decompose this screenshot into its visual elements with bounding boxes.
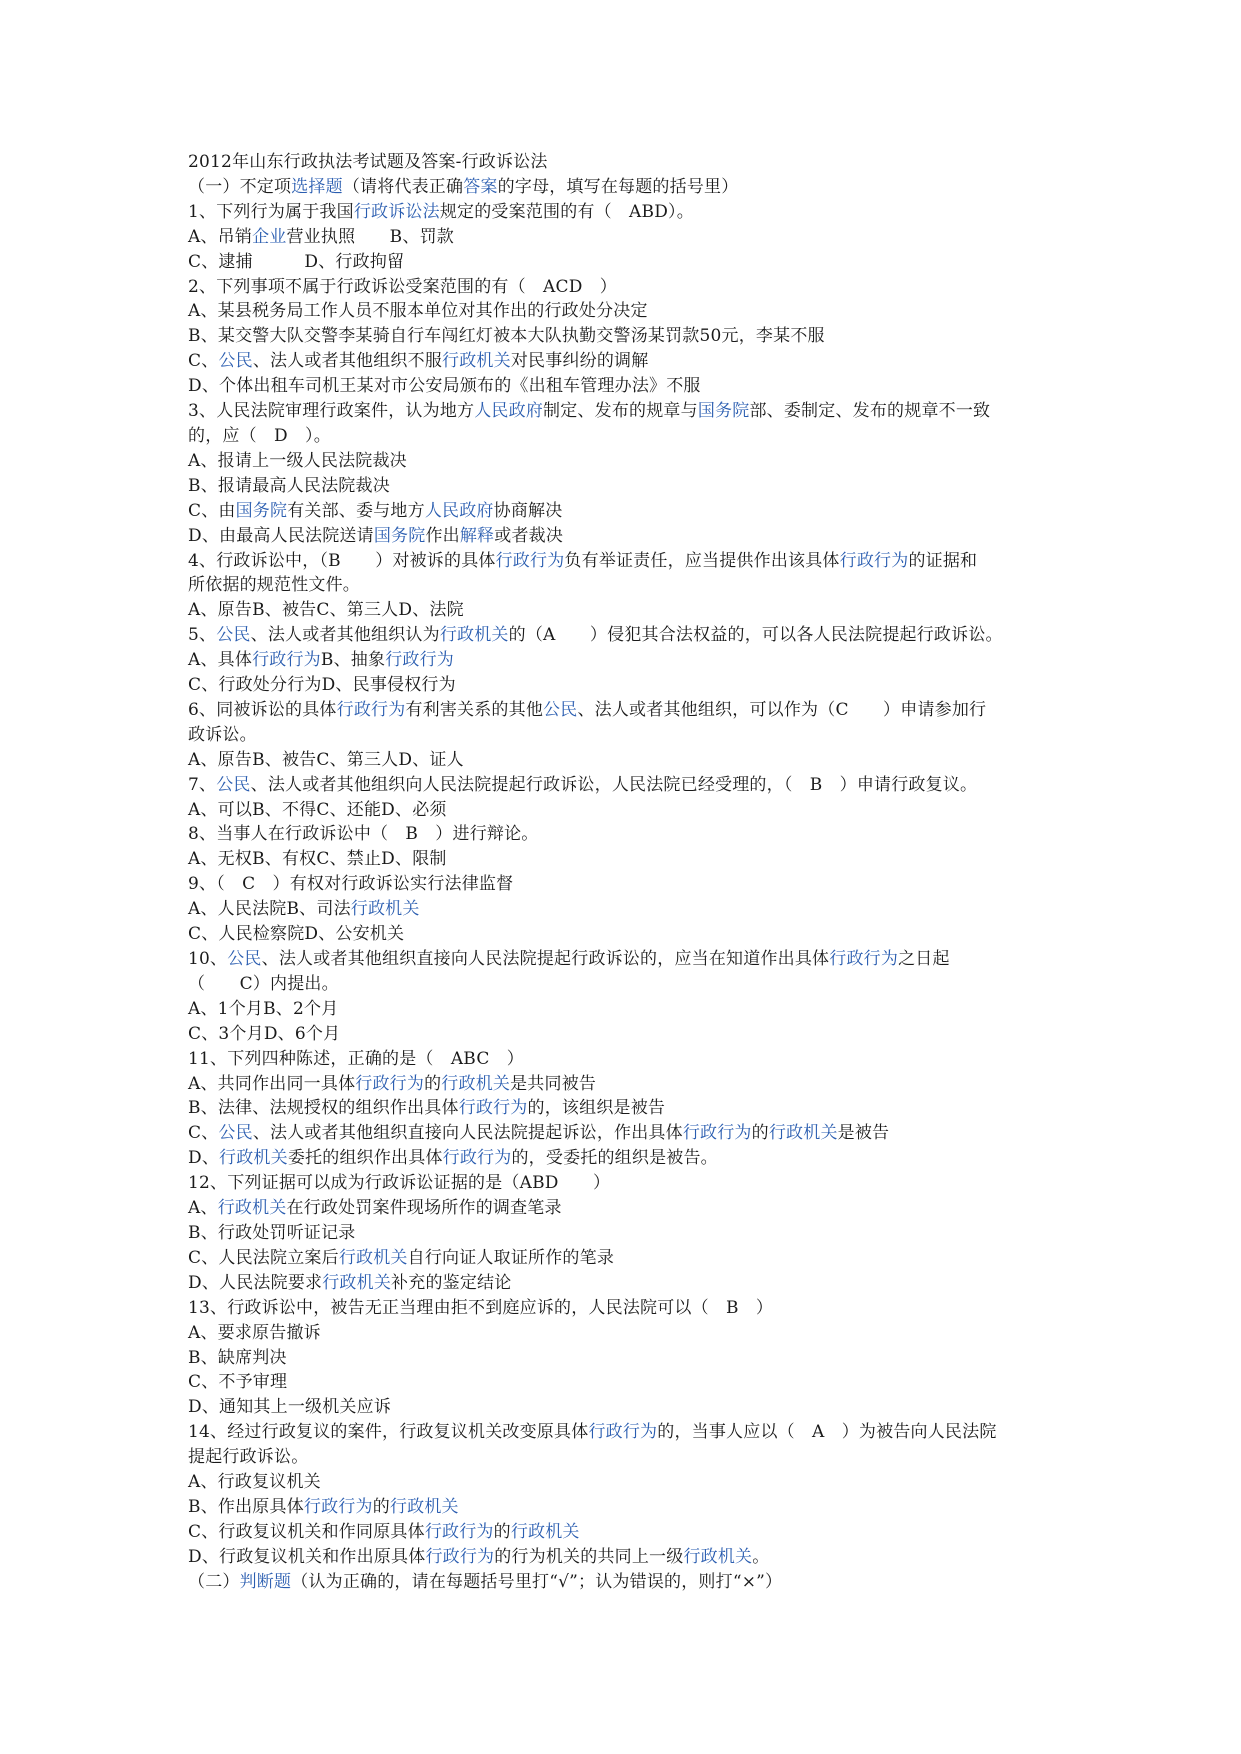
keyword-link[interactable]: 行政机关 — [338, 1247, 408, 1268]
text-run: D、 — [188, 1148, 220, 1169]
text-run: 4、行政诉讼中，（B ）对被诉的具体 — [188, 550, 496, 571]
text-line — [188, 1420, 1088, 1445]
text-line — [188, 773, 1088, 798]
text-line — [188, 673, 1088, 698]
text-run: A、共同作出同一具体 — [188, 1073, 356, 1094]
text-line — [188, 972, 1088, 997]
text-line — [188, 1570, 1088, 1595]
text-run: 自行向证人取证所作的笔录 — [407, 1247, 615, 1268]
text-run: （请将代表正确 — [342, 176, 464, 197]
keyword-link[interactable]: 行政行为 — [458, 1098, 528, 1119]
text-run: A、行政复议机关 — [188, 1472, 321, 1493]
text-run: 是共同被告 — [510, 1073, 597, 1094]
text-run: A、无权B、有权C、禁止D、限制 — [188, 849, 447, 870]
text-line — [188, 225, 1088, 250]
text-line — [188, 1146, 1088, 1171]
text-run: 、法人或者其他组织向人民法院提起行政诉讼，人民法院已经受理的，（ B ）申请行政复议。 — [250, 774, 978, 795]
text-line — [188, 549, 1088, 574]
text-run: 7、 — [188, 774, 217, 795]
text-line — [188, 1321, 1088, 1346]
keyword-link[interactable]: 行政行为 — [839, 550, 909, 571]
keyword-link[interactable]: 行政行为 — [588, 1422, 658, 1443]
text-run: 补充的鉴定结论 — [391, 1272, 512, 1293]
keyword-link[interactable]: 行政机关 — [683, 1546, 753, 1567]
text-run: （ C）内提出。 — [188, 973, 339, 994]
text-run: C、 — [188, 1123, 219, 1144]
keyword-link[interactable]: 答案 — [463, 176, 498, 197]
text-line — [188, 1445, 1088, 1470]
text-run: 5、 — [188, 625, 217, 646]
keyword-link[interactable]: 公民 — [216, 774, 251, 795]
keyword-link[interactable]: 公民 — [227, 949, 262, 969]
text-line — [188, 424, 1088, 449]
text-run: A、1个月B、2个月 — [188, 998, 339, 1019]
text-line — [188, 698, 1088, 723]
text-run: 9、（ C ）有权对行政诉讼实行法律监督 — [188, 874, 514, 895]
text-line — [188, 1221, 1088, 1246]
text-run: A、具体 — [188, 650, 253, 671]
text-line — [188, 250, 1088, 275]
text-run: D、由最高人民法院送请 — [188, 525, 374, 546]
text-line — [188, 524, 1088, 549]
text-run: （一）不定项 — [188, 176, 292, 197]
text-line — [188, 623, 1088, 648]
text-run: 的字母，填写在每题的括号里） — [497, 176, 739, 197]
text-line — [188, 1495, 1088, 1520]
text-line — [188, 997, 1088, 1022]
keyword-link[interactable]: 行政行为 — [385, 650, 454, 671]
text-run: B、抽象 — [320, 650, 386, 671]
text-run: 2012年山东行政执法考试题及答案-行政诉讼法 — [188, 152, 548, 172]
text-run: （认为正确的，请在每题括号里打“√”；认为错误的，则打“×”） — [291, 1571, 783, 1592]
keyword-link[interactable]: 行政行为 — [495, 550, 565, 571]
text-run: C、行政复议机关和作同原具体 — [188, 1521, 425, 1542]
keyword-link[interactable]: 行政机关 — [350, 899, 420, 920]
text-run: 、法人或者其他组织直接向人民法院提起诉讼，作出具体 — [252, 1123, 683, 1144]
text-run: D、人民法院要求 — [188, 1272, 323, 1293]
text-run: 之日起 — [898, 949, 950, 969]
keyword-link[interactable]: 行政行为 — [829, 949, 899, 969]
text-run: 2、下列事项不属于行政诉讼受案范围的有（ ACD ） — [188, 276, 617, 297]
keyword-link[interactable]: 企业 — [252, 226, 287, 247]
keyword-link[interactable]: 行政行为 — [442, 1148, 512, 1169]
text-line — [188, 1395, 1088, 1420]
text-run: A、报请上一级人民法院裁决 — [188, 450, 407, 471]
text-line — [188, 474, 1088, 499]
text-run: 部、委制定、发布的规章不一致 — [749, 401, 991, 422]
text-run: 或者裁决 — [494, 525, 564, 546]
text-run: 的证据和 — [908, 550, 978, 571]
text-run: 12、下列证据可以成为行政诉讼证据的是（ABD ） — [188, 1173, 611, 1194]
text-run: C、人民法院立案后 — [188, 1247, 339, 1268]
text-run: B、行政处罚听证记录 — [188, 1222, 356, 1243]
text-run: 8、当事人在行政诉讼中（ B ）进行辩论。 — [188, 824, 539, 845]
text-line — [188, 1196, 1088, 1221]
text-line — [188, 598, 1088, 623]
text-run: 的 — [751, 1123, 769, 1144]
text-run: 的，该组织是被告 — [527, 1098, 666, 1119]
text-run: 6、同被诉讼的具体 — [188, 699, 337, 720]
text-run: 的，应（ D ）。 — [188, 425, 331, 446]
text-run: 规定的受案范围的有（ ABD）。 — [439, 201, 694, 222]
keyword-link[interactable]: 人民政府 — [424, 500, 494, 521]
text-line — [188, 175, 1088, 200]
keyword-link[interactable]: 行政行为 — [252, 650, 321, 671]
text-run: C、由 — [188, 500, 236, 521]
keyword-link[interactable]: 解释 — [459, 525, 495, 546]
text-line — [188, 922, 1088, 947]
keyword-link[interactable]: 国务院 — [373, 525, 426, 546]
text-run: C、 — [188, 351, 219, 372]
text-run: 所依据的规范性文件。 — [188, 575, 360, 596]
keyword-link[interactable]: 行政机关 — [442, 351, 511, 372]
text-run: 负有举证责任，应当提供作出该具体 — [564, 550, 840, 571]
text-line — [188, 573, 1088, 598]
text-line — [188, 399, 1088, 424]
text-line — [188, 499, 1088, 524]
text-run: 的 — [424, 1073, 442, 1094]
keyword-link[interactable]: 行政机关 — [389, 1496, 459, 1517]
text-line — [188, 748, 1088, 773]
keyword-link[interactable]: 行政机关 — [219, 1148, 288, 1169]
text-line — [188, 897, 1088, 922]
keyword-link[interactable]: 人民政府 — [474, 401, 544, 422]
text-line — [188, 1346, 1088, 1371]
text-run: B、报请最高人民法院裁决 — [188, 475, 390, 496]
text-line — [188, 1072, 1088, 1097]
keyword-link[interactable]: 行政机关 — [768, 1123, 838, 1144]
text-run: 14、经过行政复议的案件，行政复议机关改变原具体 — [188, 1422, 589, 1443]
keyword-link[interactable]: 行政行为 — [336, 699, 406, 720]
text-line — [188, 1470, 1088, 1495]
keyword-link[interactable]: 行政机关 — [322, 1272, 392, 1293]
text-run: 在行政处罚案件现场所作的调查笔录 — [286, 1198, 562, 1219]
text-run: 有关部、委与地方 — [287, 500, 425, 521]
text-line — [188, 1370, 1088, 1395]
text-line — [188, 1171, 1088, 1196]
keyword-link[interactable]: 选择题 — [291, 176, 343, 197]
text-run: 13、行政诉讼中，被告无正当理由拒不到庭应诉的，人民法院可以（ B ） — [188, 1297, 774, 1318]
text-line — [188, 349, 1088, 374]
keyword-link[interactable]: 公民 — [218, 351, 253, 372]
keyword-link[interactable]: 行政行为 — [682, 1123, 752, 1144]
keyword-link[interactable]: 行政机关 — [439, 625, 509, 646]
text-line — [188, 1096, 1088, 1121]
text-line — [188, 1246, 1088, 1271]
text-run: 委托的组织作出具体 — [287, 1148, 443, 1169]
keyword-link[interactable]: 行政行为 — [303, 1496, 373, 1517]
text-line — [188, 798, 1088, 823]
text-line — [188, 299, 1088, 324]
text-run: 协商解决 — [493, 500, 563, 521]
text-run: C、逮捕 D、行政拘留 — [188, 251, 405, 272]
text-run: 作出 — [425, 525, 460, 546]
document-title — [188, 150, 1088, 175]
text-line — [188, 822, 1088, 847]
keyword-link[interactable]: 判断题 — [239, 1571, 292, 1592]
text-run: 的 — [372, 1496, 390, 1517]
text-line — [188, 1296, 1088, 1321]
text-line — [188, 872, 1088, 897]
document-body — [188, 150, 1088, 1595]
text-run: 。 — [752, 1546, 770, 1567]
text-run: 营业执照 B、罚款 — [286, 226, 454, 247]
text-run: 的 — [493, 1521, 511, 1542]
text-run: D、通知其上一级机关应诉 — [188, 1397, 392, 1418]
text-run: 11、下列四种陈述，正确的是（ ABC ） — [188, 1048, 524, 1069]
keyword-link[interactable]: 公民 — [543, 699, 578, 720]
text-line — [188, 374, 1088, 399]
text-run: 、法人或者其他组织直接向人民法院提起行政诉讼的，应当在知道作出具体 — [261, 949, 830, 969]
text-run: 、法人或者其他组织，可以作为（C ）申请参加行 — [577, 699, 987, 720]
keyword-link[interactable]: 行政机关 — [510, 1521, 580, 1542]
text-run: B、法律、法规授权的组织作出具体 — [188, 1098, 459, 1119]
text-run: A、某县税务局工作人员不服本单位对其作出的行政处分决定 — [188, 301, 648, 322]
text-run: 有利害关系的其他 — [405, 699, 544, 720]
text-run: C、行政处分行为D、民事侵权行为 — [188, 675, 456, 696]
text-run: 的，当事人应以（ A ）为被告向人民法院 — [657, 1422, 997, 1443]
text-run: 制定、发布的规章与 — [543, 401, 698, 422]
text-line — [188, 1047, 1088, 1072]
text-run: A、可以B、不得C、还能D、必须 — [188, 799, 447, 820]
text-run: A、原告B、被告C、第三人D、证人 — [188, 749, 464, 770]
text-line — [188, 1520, 1088, 1545]
text-run: 10、 — [188, 949, 228, 969]
text-line — [188, 847, 1088, 872]
keyword-link[interactable]: 国务院 — [697, 401, 750, 422]
text-run: A、 — [188, 1198, 218, 1219]
keyword-link[interactable]: 国务院 — [235, 500, 288, 521]
text-run: C、不予审理 — [188, 1372, 288, 1393]
text-run: D、个体出租车司机王某对市公安局颁布的《出租车管理办法》不服 — [188, 376, 701, 397]
text-line — [188, 1022, 1088, 1047]
text-line — [188, 947, 1088, 972]
text-run: A、吊销 — [188, 226, 253, 247]
text-run: 是被告 — [837, 1123, 890, 1144]
text-run: B、缺席判决 — [188, 1347, 287, 1368]
text-run: A、人民法院B、司法 — [188, 899, 351, 920]
text-run: 3、人民法院审理行政案件，认为地方 — [188, 401, 475, 422]
text-run: 提起行政诉讼。 — [188, 1447, 309, 1468]
text-line — [188, 200, 1088, 225]
text-run: 对民事纠纷的调解 — [510, 351, 649, 372]
text-run: 1、下列行为属于我国 — [188, 201, 354, 222]
text-run: A、要求原告撤诉 — [188, 1322, 321, 1343]
keyword-link[interactable]: 公民 — [218, 1123, 253, 1144]
text-run: C、3个月D、6个月 — [188, 1023, 341, 1044]
text-run: C、人民检察院D、公安机关 — [188, 924, 405, 945]
text-line — [188, 1271, 1088, 1296]
text-run: （二） — [188, 1571, 240, 1592]
text-run: 、法人或者其他组织不服 — [252, 351, 443, 372]
text-line — [188, 1545, 1088, 1570]
keyword-link[interactable]: 公民 — [216, 625, 251, 646]
keyword-link[interactable]: 行政行为 — [425, 1546, 495, 1567]
text-run: 的（A ）侵犯其合法权益的，可以各人民法院提起行政诉讼。 — [508, 625, 1003, 646]
text-line — [188, 275, 1088, 300]
text-line — [188, 449, 1088, 474]
text-run: B、作出原具体 — [188, 1496, 304, 1517]
keyword-link[interactable]: 行政行为 — [355, 1073, 425, 1094]
keyword-link[interactable]: 行政机关 — [217, 1198, 287, 1219]
text-run: 的，受委托的组织是被告。 — [511, 1148, 718, 1169]
text-run: 的行为机关的共同上一级 — [494, 1546, 684, 1567]
keyword-link[interactable]: 行政诉讼法 — [353, 201, 440, 222]
text-line — [188, 648, 1088, 673]
text-run: A、原告B、被告C、第三人D、法院 — [188, 600, 464, 621]
text-line — [188, 324, 1088, 349]
text-run: 政诉讼。 — [188, 724, 257, 745]
text-line — [188, 723, 1088, 748]
text-run: B、某交警大队交警李某骑自行车闯红灯被本大队执勤交警汤某罚款50元，李某不服 — [188, 326, 825, 347]
keyword-link[interactable]: 行政机关 — [441, 1073, 511, 1094]
text-run: 、法人或者其他组织认为 — [250, 625, 440, 646]
text-run: D、行政复议机关和作出原具体 — [188, 1546, 426, 1567]
text-line — [188, 1121, 1088, 1146]
keyword-link[interactable]: 行政行为 — [424, 1521, 494, 1542]
